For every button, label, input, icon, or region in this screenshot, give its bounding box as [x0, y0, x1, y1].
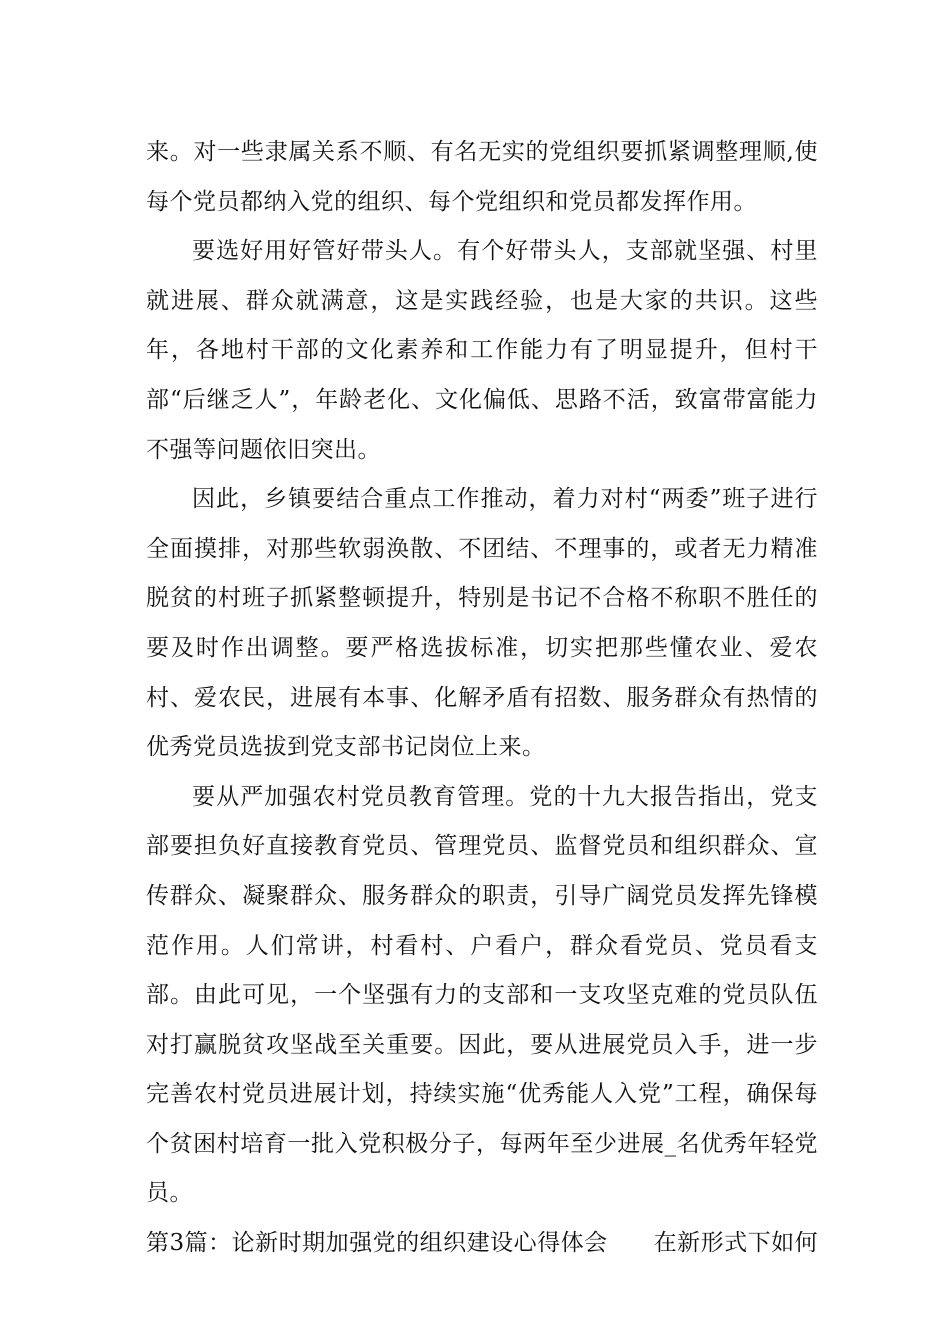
paragraph-4: 要从严加强农村党员教育管理。党的十九大报告指出，党支部要担负好直接教育党员、管理党员、监督党员和组织群众、宣传群众、凝聚群众、服务群众的职责，引导广阔党员发挥先锋模范作用。人们常讲，村看村、户看户，群众看党员、党员看支部。由此可见，一个坚强有力的支部和一支攻坚克难的党员队伍对打赢脱贫攻坚战至关重要。因此，要从进展党员入手，进一步完善农村党员进展计划，持续实施“优秀能人入党”工程，确保每个贫困村培育一批入党积极分子，每两年至少进展_名优秀年轻党员。: [146, 783, 818, 1207]
section-heading: [146, 1219, 818, 1269]
section-heading-title: 第3篇：论新时期加强党的组织建设心得体会: [146, 1230, 608, 1257]
paragraph-1: 来。对一些隶属关系不顺、有名无实的党组织要抓紧调整理顺,使每个党员都纳入党的组织、每个党组织和党员都发挥作用。: [146, 139, 818, 215]
section-heading-continuation: 在新形式下如何: [653, 1230, 819, 1257]
paragraph-2: 要选好用好管好带头人。有个好带头人，支部就坚强、村里就进展、群众就满意，这是实践经验，也是大家的共识。这些年，各地村干部的文化素养和工作能力有了明显提升，但村干部“后继乏人”，年龄老化、文化偏低、思路不活，致富带富能力不强等问题依旧突出。: [146, 238, 818, 463]
paragraph-3: 因此，乡镇要结合重点工作推动，着力对村“两委”班子进行全面摸排，对那些软弱涣散、不团结、不理事的，或者无力精准脱贫的村班子抓紧整顿提升，特别是书记不合格不称职不胜任的要及时作出调整。要严格选拔标准，切实把那些懂农业、爱农村、爱农民，进展有本事、化解矛盾有招数、服务群众有热情的优秀党员选拔到党支部书记岗位上来。: [146, 486, 818, 761]
document-body: [146, 128, 818, 1269]
